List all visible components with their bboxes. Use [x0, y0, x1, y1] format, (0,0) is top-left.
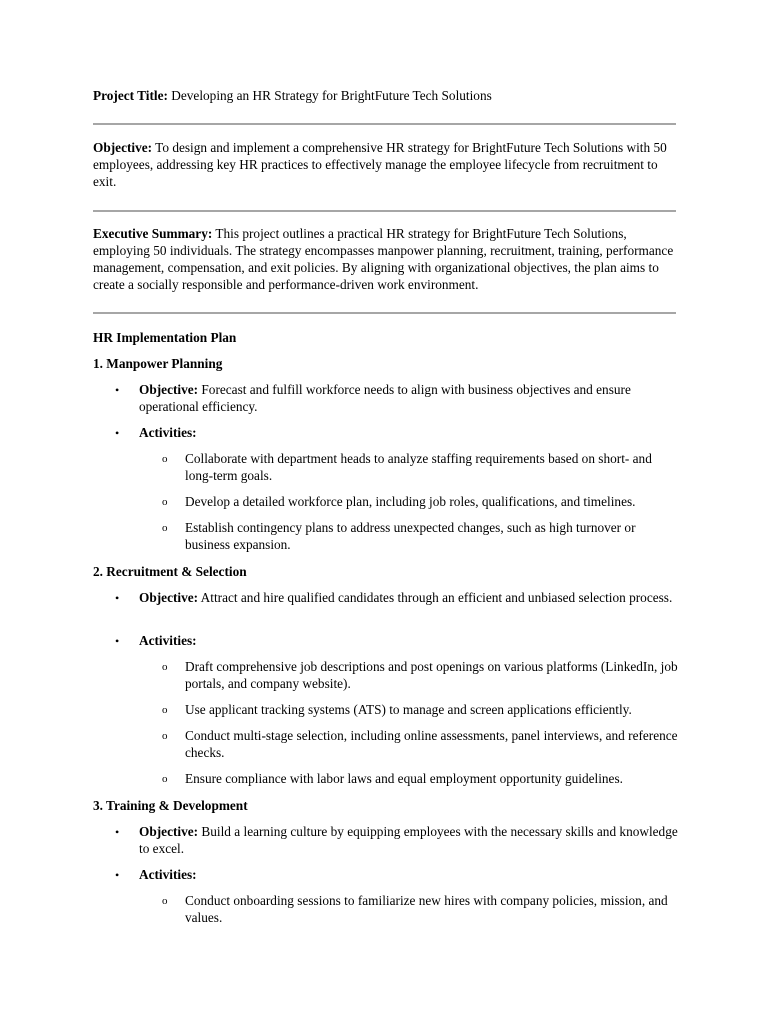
sub-bullet-icon: o	[162, 522, 168, 534]
objective-text: Build a learning culture by equipping employees with the necessary skills and knowledge to excel.	[139, 824, 678, 856]
objective-label: Objective:	[139, 824, 199, 839]
bullet-icon: •	[115, 825, 120, 839]
objective-label: Objective:	[139, 382, 199, 397]
project-title-text: Developing an HR Strategy for BrightFuture Tech Solutions	[167, 88, 492, 103]
bullet-icon: •	[115, 383, 120, 397]
objective-label: Objective:	[139, 590, 199, 605]
sub-bullet-icon: o	[162, 496, 168, 508]
section-objective	[139, 823, 679, 857]
activity-item: Conduct onboarding sessions to familiarize new hires with company policies, mission, and values.	[185, 893, 668, 925]
sub-bullet-icon: o	[162, 895, 168, 907]
activities-label: Activities:	[139, 867, 197, 882]
bullet-icon: •	[115, 591, 120, 605]
activity-item: Conduct multi-stage selection, including online assessments, panel interviews, and reference checks.	[185, 728, 678, 760]
executive-summary-paragraph	[93, 225, 678, 293]
project-title-label: Project Title:	[93, 88, 168, 103]
divider-3	[93, 312, 676, 314]
section-heading-recruitment: 2. Recruitment & Selection	[93, 564, 247, 579]
sub-bullet-icon: o	[162, 453, 168, 465]
divider-2	[93, 210, 676, 212]
sub-bullet-icon: o	[162, 773, 168, 785]
sub-bullet-icon: o	[162, 730, 168, 742]
bullet-icon: •	[115, 868, 120, 882]
bullet-icon: •	[115, 634, 120, 648]
sub-bullet-icon: o	[162, 704, 168, 716]
activities-label: Activities:	[139, 633, 197, 648]
objective-label: Objective:	[93, 140, 153, 155]
executive-summary-text: This project outlines a practical HR strategy for BrightFuture Tech Solutions, employing 50 individuals. The strategy encompasses manpower planning, recruitment, training, performance management, compensation, and exit policies. By aligning with organizational objectives, the plan aims to create a socially responsible and performance-driven work environment.	[93, 226, 674, 292]
executive-summary-label: Executive Summary:	[93, 226, 213, 241]
plan-title: HR Implementation Plan	[93, 330, 237, 345]
section-objective	[139, 381, 679, 415]
section-heading-training: 3. Training & Development	[93, 798, 248, 813]
activity-item: Ensure compliance with labor laws and equal employment opportunity guidelines.	[185, 771, 623, 786]
activity-item: Develop a detailed workforce plan, including job roles, qualifications, and timelines.	[185, 494, 636, 509]
activity-item: Collaborate with department heads to analyze staffing requirements based on short- and long-term goals.	[185, 451, 652, 483]
section-heading-manpower: 1. Manpower Planning	[93, 356, 223, 371]
bullet-icon: •	[115, 426, 120, 440]
section-objective	[139, 589, 679, 606]
sub-bullet-icon: o	[162, 661, 168, 673]
objective-paragraph	[93, 139, 678, 190]
project-title-line	[93, 87, 678, 104]
activities-label: Activities:	[139, 425, 197, 440]
activity-item: Use applicant tracking systems (ATS) to manage and screen applications efficiently.	[185, 702, 632, 717]
objective-text: Forecast and fulfill workforce needs to align with business objectives and ensure operational efficiency.	[139, 382, 631, 414]
activity-item: Draft comprehensive job descriptions and post openings on various platforms (LinkedIn, job portals, and company website).	[185, 659, 678, 691]
objective-text: Attract and hire qualified candidates through an efficient and unbiased selection process.	[198, 590, 673, 605]
divider-1	[93, 123, 676, 125]
activity-item: Establish contingency plans to address unexpected changes, such as high turnover or business expansion.	[185, 520, 636, 552]
objective-text: To design and implement a comprehensive HR strategy for BrightFuture Tech Solutions with 50 employees, addressing key HR practices to effectively manage the employee lifecycle from recruitment to exit.	[93, 140, 667, 189]
